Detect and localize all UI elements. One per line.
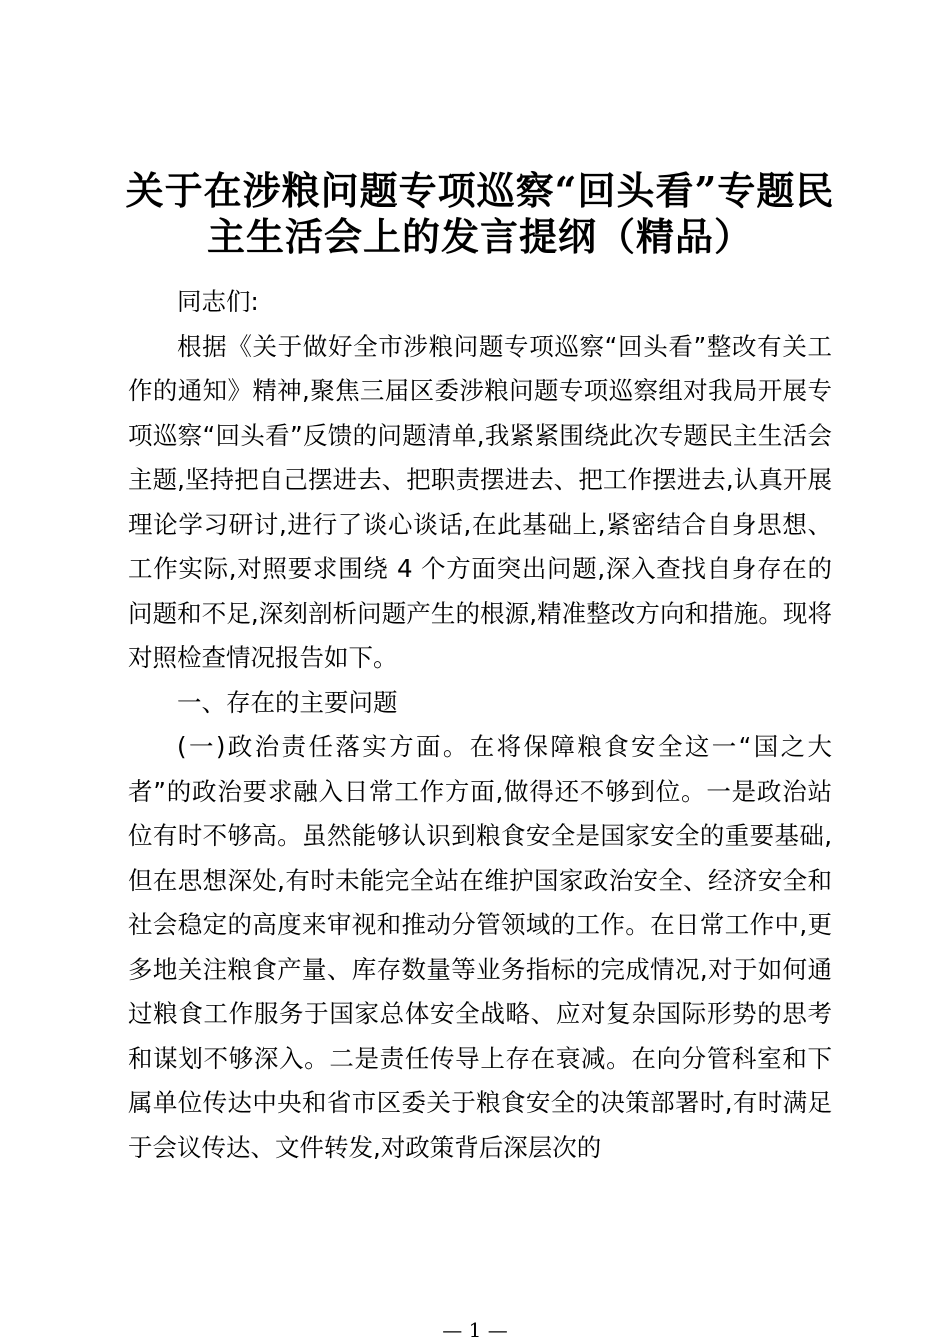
page-number: — 1 — [442, 1318, 508, 1342]
document-title: 关于在涉粮问题专项巡察“回头看”专题民主生活会上的发言提纲（精品） [125, 168, 835, 259]
salutation: 同志们: [177, 287, 259, 316]
document-body [128, 280, 832, 1170]
paragraph-political-responsibility: (一)政治责任落实方面。在将保障粮食安全这一“国之大者”的政治要求融入日常工作方面,做得还不够到位。一是政治站位有时不够高。虽然能够认识到粮食安全是国家安全的重要基础,但在思想深处,有时未能完全站在维护国家政治安全、经济安全和社会稳定的高度来审视和推动分管领域的工作。在日常工作中,更多地关注粮食产量、库存数量等业务指标的完成情况,对于如何通过粮食工作服务于国家总体安全战略、应对复杂国际形势的思考和谋划不够深入。二是责任传导上存在衰减。在向分管科室和下属单位传达中央和省市区委关于粮食安全的决策部署时,有时满足于会议传达、文件转发,对政策背后深层次的 [128, 732, 832, 1162]
paragraph-intro: 根据《关于做好全市涉粮问题专项巡察“回头看”整改有关工作的通知》精神,聚焦三届区委涉粮问题专项巡察组对我局开展专项巡察“回头看”反馈的问题清单,我紧紧围绕此次专题民主生活会主题,坚持把自己摆进去、把职责摆进去、把工作摆进去,认真开展理论学习研讨,进行了谈心谈话,在此基础上,紧密结合自身思想、工作实际,对照要求围绕 4 个方面突出问题,深入查找自身存在的问题和不足,深刻剖析问题产生的根源,精准整改方向和措施。现将对照检查情况报告如下。 [128, 331, 832, 672]
section-heading: 一、存在的主要问题 [177, 687, 398, 717]
